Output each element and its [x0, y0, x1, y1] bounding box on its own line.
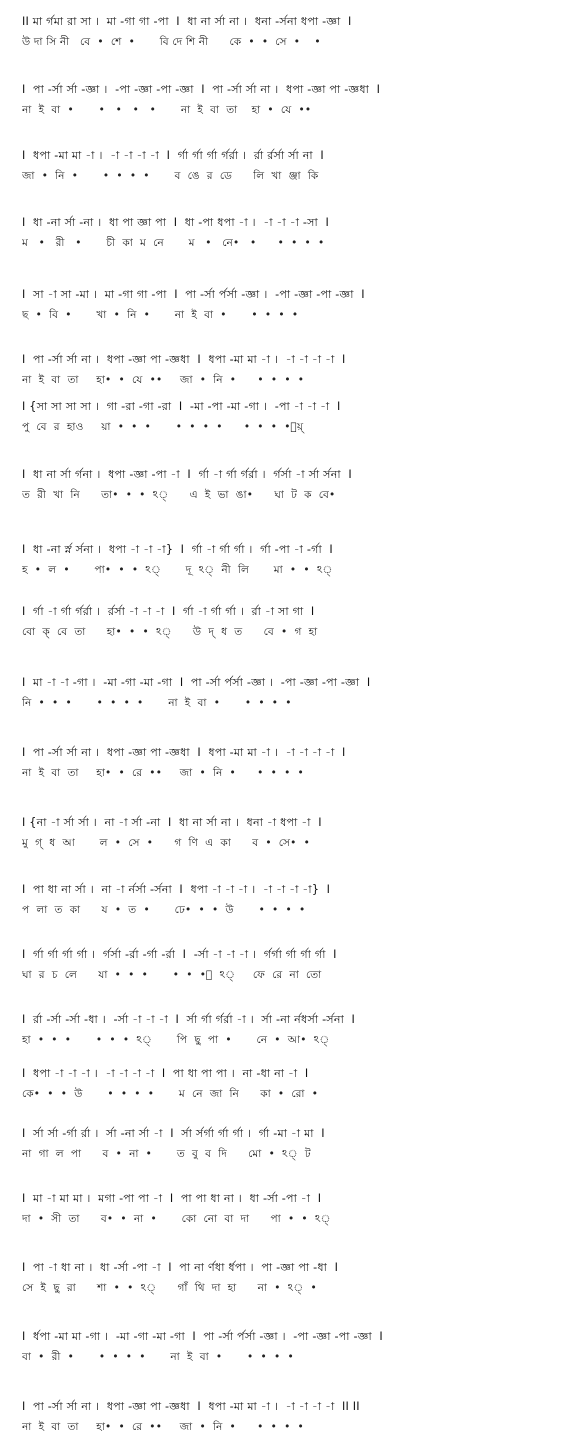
swara-line: I ধা -না র্স্ন র্সনা । ধপা -া -া -া} I র্গা -া র্গা র্গা । র্গা -পা -া -র্গা I [22, 543, 333, 556]
notation-row [22, 743, 558, 783]
notation-row [22, 12, 558, 52]
swara-line: II মা র্গমা রা সা । মা -গা গা -পা I ধা না র্সা না । ধনা -র্সনা ধপা -জ্ঞা I [22, 15, 352, 28]
lyric-line: ঘা র চ লে যা • • • • • •ঁ ঽ্ ফে রে না তো [22, 969, 322, 981]
swara-line: I মা -া মা মা । মগা -পা পা -া I পা পা ধা না । ধা -র্সা -পা -া I [22, 1192, 322, 1205]
notation-row [22, 1397, 558, 1437]
lyric-line: কে• • • উ • • • • ম নে জা নি কা • রো • [22, 1088, 319, 1100]
lyric-line: না ই বা • • • • • না ই বা তা হা • যে •• [22, 104, 312, 116]
lyric-line: দা • সী তা ব• • না • কো নো বা দা পা • • ঽ্ [22, 1213, 331, 1225]
lyric-line: ম • রী • চী কা ম নে ম • নে• • • • • • [22, 237, 325, 249]
swara-line: I র্গা র্গা র্গা র্গা । র্গর্সা -র্রা -র্গা -র্রা I -র্সা -া -া -া । র্গর্গা র্গা র্গা র্গা I [22, 948, 337, 961]
lyric-line: হা • • • • • • ঽ্ পি ছু পা • নে • আ• ঽ্ [22, 1034, 330, 1046]
lyric-line: ত রী খা নি তা• • • ঽ্ এ ই ভা ঙা• ঘা ট ক বে• [22, 489, 336, 501]
swara-line: I {সা সা সা সা । গা -রা -গা -রা I -মা -পা -মা -গা । -পা -া -া -া I [22, 400, 341, 413]
lyric-line: না ই বা তা হা• • রে •• জা • নি • • • • • [22, 1421, 304, 1433]
lyric-line: নি • • • • • • • না ই বা • • • • • [22, 697, 292, 709]
lyric-line: বো ক্ বে তা হা• • • ঽ্ উ দ্ ধ ত বে • গ হা [22, 626, 318, 638]
swara-line: I ধপা -া -া -া । -া -া -া -া I পা ধা পা পা । না -ধা না -া I [22, 1067, 309, 1080]
swara-line: I মা -া -া -গা । -মা -গা -মা -গা I পা -র্সা র্পর্সা -জ্ঞা । -পা -জ্ঞা -পা -জ্ঞা I [22, 676, 371, 689]
notation-row [22, 1010, 558, 1050]
swara-line: I র্রা -র্সা -র্সা -ধা । -র্সা -া -া -া I র্সা র্গা র্গর্রা -া । র্সা -না র্নধর্সা -র্সনা I [22, 1013, 356, 1026]
notation-row [22, 80, 558, 120]
swara-line: I পা ধা না র্সা । না -া র্নর্সা -র্সনা I ধপা -া -া -া । -া -া -া -া} I [22, 883, 331, 896]
lyric-line: না গা ল পা ব • না • ত বু ব দি মো • ঽ্ ট [22, 1148, 311, 1160]
lyric-line: বা • রী • • • • • না ই বা • • • • • [22, 1351, 294, 1363]
notation-row [22, 1064, 558, 1104]
notation-row [22, 1124, 558, 1164]
swara-line: I পা -র্সা র্সা না । ধপা -জ্ঞা পা -জ্ঞধা I ধপা -মা মা -া । -া -া -া -া I [22, 746, 346, 759]
swara-line: I র্গা -া র্গা র্গর্রা । র্রর্সা -া -া -া I র্গা -া র্গা র্গা । র্রা -া সা গা I [22, 605, 315, 618]
swara-line: I পা -র্সা র্সা না । ধপা -জ্ঞা পা -জ্ঞধা I ধপা -মা মা -া । -া -া -া -া I [22, 353, 346, 366]
swara-line: I পা -র্সা র্সা -জ্ঞা । -পা -জ্ঞা -পা -জ্ঞা I পা -র্সা র্সা না । ধপা -জ্ঞা পা -জ্ঞধা I [22, 83, 381, 96]
notation-row [22, 880, 558, 920]
notation-row [22, 540, 558, 580]
notation-row [22, 673, 558, 713]
swara-line: I সা -া সা -মা । মা -গা গা -পা I পা -র্সা র্পর্সা -জ্ঞা । -পা -জ্ঞা -পা -জ্ঞা I [22, 288, 365, 301]
notation-row [22, 945, 558, 985]
notation-row [22, 1258, 558, 1298]
notation-row [22, 1189, 558, 1229]
swara-line: I র্ধপা -মা মা -গা । -মা -গা -মা -গা I পা -র্সা র্পর্সা -জ্ঞা । -পা -জ্ঞা -পা -জ্ঞা I [22, 1330, 383, 1343]
notation-row [22, 285, 558, 325]
notation-row [22, 146, 558, 186]
swara-line: I পা -র্সা র্সা না । ধপা -জ্ঞা পা -জ্ঞধা I ধপা -মা মা -া । -া -া -া -া II II [22, 1400, 360, 1413]
notation-row [22, 350, 558, 390]
lyric-line: সে ই ছু রা শা • • ঽ্ গাঁ থি দা হা না • ঽ্ • [22, 1282, 317, 1294]
lyric-line: উ দা সি নী বে • শে • বি দে শি নী কে • • সে • • [22, 36, 321, 48]
lyric-line: জা • নি • • • • • ব ঙে র ডে লি খা ঞ্জা কি [22, 170, 319, 182]
swara-line: I পা -া ধা না । ধা -র্সা -পা -া I পা না র্ণধা র্ধপা । পা -জ্ঞা পা -ধা I [22, 1261, 339, 1274]
swara-line: I {না -া র্সা র্সা । না -া র্সা -না I ধা না র্সা না । ধনা -া ধপা -া I [22, 816, 322, 829]
lyric-line: প লা ত কা য • ত • ঢে• • • উ • • • • [22, 904, 306, 916]
lyric-line: মু গ্ ধ আ ল • সে • গ ণি এ কা ব • সে• • [22, 837, 311, 849]
swara-line: I ধপা -মা মা -া । -া -া -া -া I র্গা র্গা র্গা র্গর্রা । র্রা র্রর্সা র্সা না I [22, 149, 324, 162]
lyric-line: না ই বা তা হা• • যে •• জা • নি • • • • • [22, 374, 305, 386]
notation-row [22, 602, 558, 642]
notation-row [22, 1327, 558, 1367]
lyric-line: পু বে র হাও য়া • • • • • • • • • • •ঁয়্ [22, 421, 304, 433]
notation-row [22, 813, 558, 853]
notation-row [22, 397, 558, 437]
swara-line: I ধা না র্সা র্গনা । ধপা -জ্ঞা -পা -া I র্গা -া র্গা র্গর্রা । র্গর্সা -া র্সা র্সনা I [22, 468, 352, 481]
lyric-line: হ • ল • পা• • • ঽ্ দূ ঽ্ নী লি মা • • ঽ্ [22, 564, 333, 576]
lyric-line: না ই বা তা হা• • রে •• জা • নি • • • • • [22, 767, 304, 779]
notation-row [22, 213, 558, 253]
swara-line: I র্সা র্সা -র্গা র্রা । র্সা -না র্সা -া I র্সা র্সর্গা র্গা র্গা । র্গা -মা -া মা I [22, 1127, 325, 1140]
notation-row [22, 465, 558, 505]
lyric-line: ছ • বি • খা • নি • না ই বা • • • • • [22, 309, 299, 321]
swara-line: I ধা -না র্সা -না । ধা পা জ্ঞা পা I ধা -পা ধপা -া । -া -া -া -সা I [22, 216, 329, 229]
